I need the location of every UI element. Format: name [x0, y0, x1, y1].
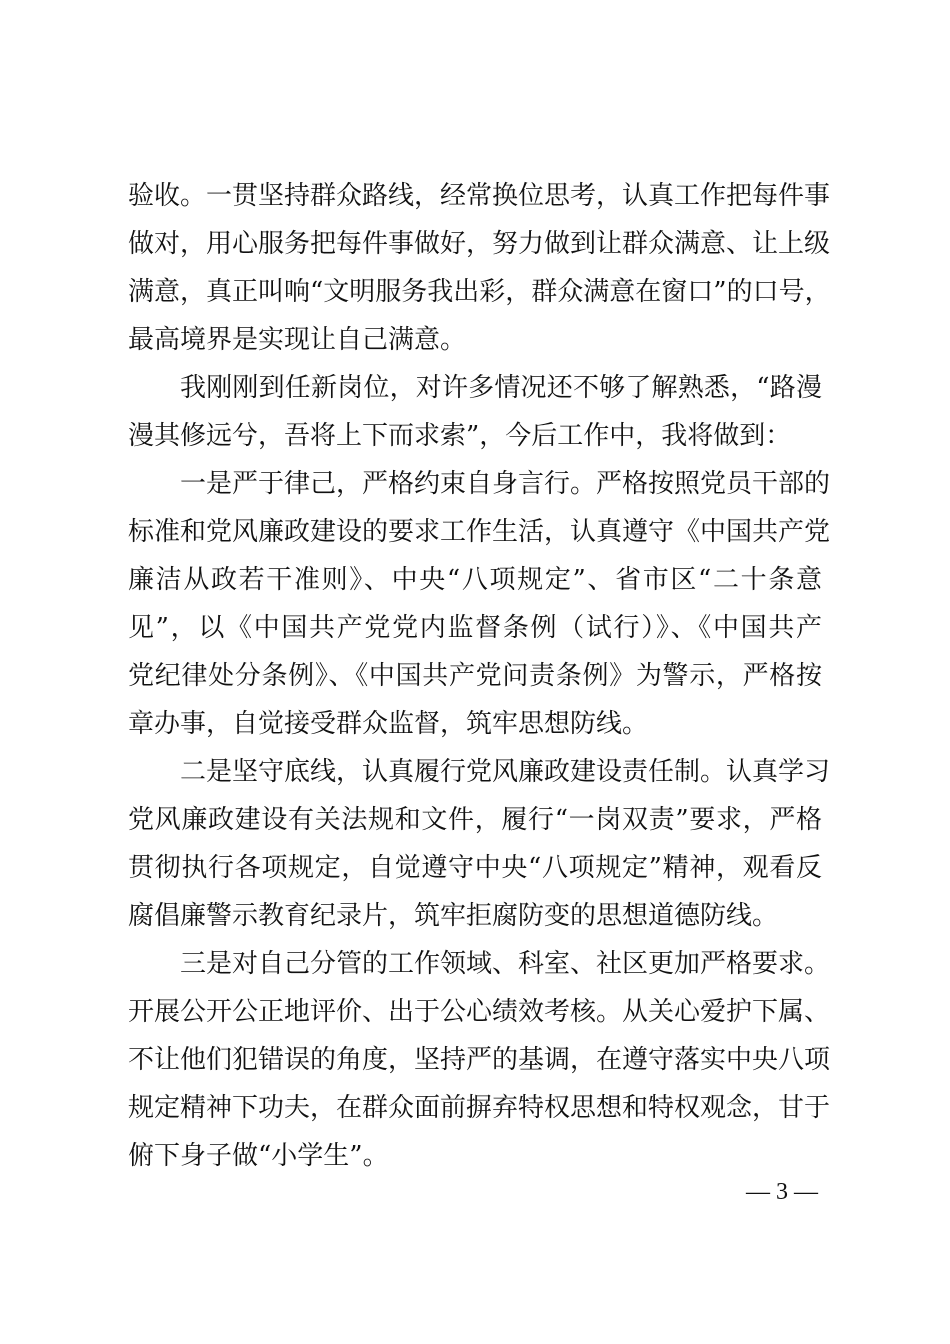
paragraph-first-line: 一是严于律己，严格约束自身言行。严格按照党员干部的 [180, 469, 831, 499]
body-text-line: 规定精神下功夫，在群众面前摒弃特权思想和特权观念，甘于 [128, 1093, 831, 1123]
body-text-line: 验收。一贯坚持群众路线，经常换位思考，认真工作把每件事 [128, 181, 831, 211]
paragraph-first-line: 我刚刚到任新岗位，对许多情况还不够了解熟悉，“路漫 [180, 373, 822, 403]
body-text-line: 党风廉政建设有关法规和文件，履行“一岗双责”要求，严格 [128, 805, 822, 835]
body-text-line: 标准和党风廉政建设的要求工作生活，认真遵守《中国共产党 [128, 517, 831, 547]
paragraph-first-line: 三是对自己分管的工作领域、科室、社区更加严格要求。 [180, 949, 831, 979]
body-text-line: 章办事，自觉接受群众监督，筑牢思想防线。 [128, 709, 649, 739]
body-text-line: 党纪律处分条例》、《中国共产党问责条例》为警示，严格按 [128, 661, 822, 691]
body-text-line: 开展公开公正地评价、出于公心绩效考核。从关心爱护下属、 [128, 997, 831, 1027]
page-number: — 3 — [746, 1179, 818, 1205]
body-text-line: 不让他们犯错误的角度，坚持严的基调，在遵守落实中央八项 [128, 1045, 831, 1075]
body-text-line: 满意，真正叫响“文明服务我出彩，群众满意在窗口”的口号， [128, 277, 831, 307]
body-text-line: 廉洁从政若干准则》、中央“八项规定”、省市区“二十条意 [128, 565, 822, 595]
body-text-line: 俯下身子做“小学生”。 [128, 1141, 389, 1171]
body-text-line: 做对，用心服务把每件事做好，努力做到让群众满意、让上级 [128, 229, 831, 259]
body-text-line: 贯彻执行各项规定，自觉遵守中央“八项规定”精神，观看反 [128, 853, 822, 883]
body-text-line: 漫其修远兮，吾将上下而求索”，今后工作中，我将做到： [128, 421, 792, 451]
body-text-line: 腐倡廉警示教育纪录片，筑牢拒腐防变的思想道德防线。 [128, 901, 779, 931]
body-text-line: 见”，以《中国共产党党内监督条例（试行）》、《中国共产 [128, 613, 822, 643]
paragraph-first-line: 二是坚守底线，认真履行党风廉政建设责任制。认真学习 [180, 757, 831, 787]
body-text-line: 最高境界是实现让自己满意。 [128, 325, 467, 355]
